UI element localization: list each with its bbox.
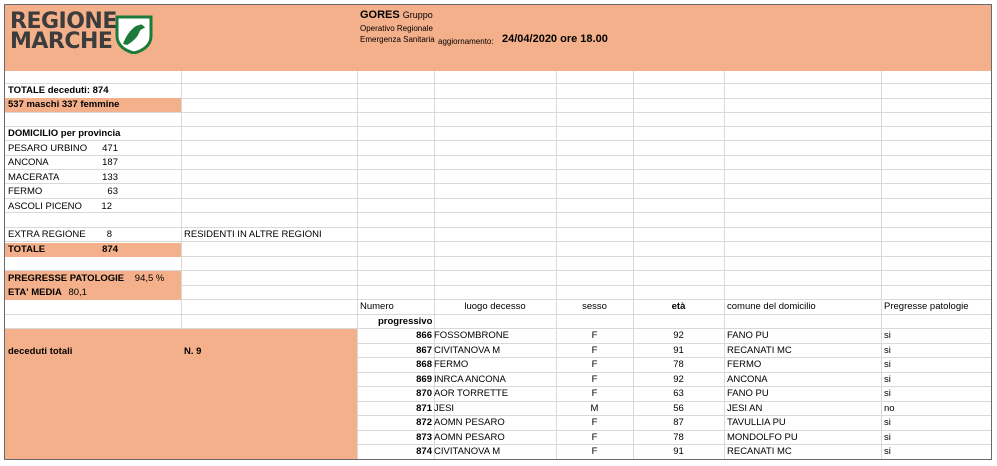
total-label: TOTALE deceduti: [8, 85, 90, 96]
col-header-progressivo: progressivo [378, 316, 433, 327]
cell-numero: 866 [416, 330, 432, 341]
cell-pregresse: si [884, 359, 891, 370]
cell-pregresse: si [884, 446, 891, 457]
cell-eta: 87 [673, 417, 684, 428]
cell-eta: 78 [673, 432, 684, 443]
cell-numero: 874 [416, 446, 432, 457]
cell-sesso: F [591, 446, 598, 457]
cell-luogo: AOMN PESARO [434, 432, 505, 443]
cell-sesso: F [591, 330, 598, 341]
cell-luogo: CIVITANOVA M [434, 345, 501, 356]
cell-luogo: FOSSOMBRONE [434, 330, 509, 341]
total-deceased [8, 85, 108, 97]
update-value: 24/04/2020 ore 18.00 [502, 33, 608, 45]
cell-pregresse: si [884, 330, 891, 341]
extra-region-value: 8 [106, 229, 112, 240]
extra-region-label: EXTRA REGIONE [8, 229, 86, 240]
header-line3: Emergenza Sanitaria [360, 35, 435, 44]
province-value: 12 [101, 201, 112, 212]
cell-pregresse: si [884, 374, 891, 385]
cell-pregresse: si [884, 388, 891, 399]
col-header-sesso: sesso [582, 301, 607, 312]
org-suffix: Gruppo [402, 10, 433, 20]
cell-sesso: F [591, 388, 598, 399]
cell-eta: 78 [673, 359, 684, 370]
cell-numero: 873 [416, 432, 432, 443]
regione-emblem-icon [114, 14, 154, 54]
deceased-total-value: N. 9 [184, 346, 202, 357]
cell-eta: 92 [673, 330, 684, 341]
cell-luogo: INRCA ANCONA [434, 374, 506, 385]
regione-marche-logo [10, 9, 160, 58]
org-name [360, 9, 433, 21]
cell-eta: 92 [673, 374, 684, 385]
province-value: 471 [102, 143, 118, 154]
col-header-eta: età [671, 301, 686, 312]
gender-line: 537 maschi 337 femmine [8, 99, 120, 110]
province-name: ANCONA [8, 157, 49, 168]
cell-luogo: CIVITANOVA M [434, 446, 501, 457]
cell-numero: 869 [416, 374, 432, 385]
cell-eta: 91 [673, 446, 684, 457]
cell-comune: TAVULLIA PU [727, 417, 786, 428]
logo-line1: REGIONE [10, 9, 117, 34]
cell-luogo: JESI [434, 403, 455, 414]
avg-age-label: ETA' MEDIA [8, 287, 62, 298]
cell-luogo: AOR TORRETTE [434, 388, 509, 399]
totale-label: TOTALE [8, 244, 46, 255]
cell-eta: 56 [673, 403, 684, 414]
cell-numero: 868 [416, 359, 432, 370]
cell-sesso: F [591, 359, 598, 370]
province-value: 133 [102, 172, 118, 183]
cell-comune: ANCONA [727, 374, 768, 385]
cell-comune: RECANATI MC [727, 345, 792, 356]
cell-numero: 871 [416, 403, 432, 414]
cell-luogo: AOMN PESARO [434, 417, 505, 428]
province-value: 187 [102, 157, 118, 168]
cell-comune: FANO PU [727, 330, 769, 341]
cell-numero: 870 [416, 388, 432, 399]
col-header-numero: Numero [360, 301, 394, 312]
avg-age-value: 80,1 [68, 287, 87, 298]
province-value: 63 [107, 186, 118, 197]
cell-comune: RECANATI MC [727, 446, 792, 457]
extra-region-note: RESIDENTI IN ALTRE REGIONI [184, 229, 322, 240]
province-name: PESARO URBINO [8, 143, 88, 154]
cell-eta: 91 [673, 345, 684, 356]
domicile-title: DOMICILIO per provincia [8, 128, 121, 139]
cell-sesso: F [591, 374, 598, 385]
cell-numero: 867 [416, 345, 432, 356]
province-name: MACERATA [8, 172, 60, 183]
header-line2: Operativo Regionale [360, 24, 433, 33]
col-header-luogo: luogo decesso [464, 301, 526, 312]
total-value: 874 [92, 85, 109, 96]
cell-sesso: M [590, 403, 599, 414]
totale-value: 874 [102, 244, 118, 255]
province-name: ASCOLI PICENO [8, 201, 82, 212]
cell-sesso: F [591, 345, 598, 356]
pathologies-value: 94,5 % [134, 273, 165, 284]
province-name: FERMO [8, 186, 43, 197]
pathologies-label: PREGRESSE PATOLOGIE [8, 273, 125, 284]
cell-pregresse: si [884, 432, 891, 443]
deceased-total-label: deceduti totali [8, 346, 73, 357]
cell-pregresse: no [884, 403, 895, 414]
cell-pregresse: si [884, 345, 891, 356]
cell-pregresse: si [884, 417, 891, 428]
cell-sesso: F [591, 417, 598, 428]
cell-comune: FANO PU [727, 388, 769, 399]
col-header-comune: comune del domicilio [727, 301, 816, 312]
col-header-pregresse: Pregresse patologie [884, 301, 969, 312]
avg-age-row [8, 287, 87, 299]
cell-numero: 872 [416, 417, 432, 428]
cell-sesso: F [591, 432, 598, 443]
cell-comune: JESI AN [727, 403, 763, 414]
cell-comune: MONDOLFO PU [727, 432, 798, 443]
cell-comune: FERMO [727, 359, 762, 370]
cell-luogo: FERMO [434, 359, 469, 370]
cell-eta: 63 [673, 388, 684, 399]
pathologies-row [8, 273, 164, 285]
org-name-text: GORES [360, 9, 400, 21]
logo-line2: MARCHE [10, 29, 113, 54]
update-label: aggiornamento: [438, 37, 494, 46]
